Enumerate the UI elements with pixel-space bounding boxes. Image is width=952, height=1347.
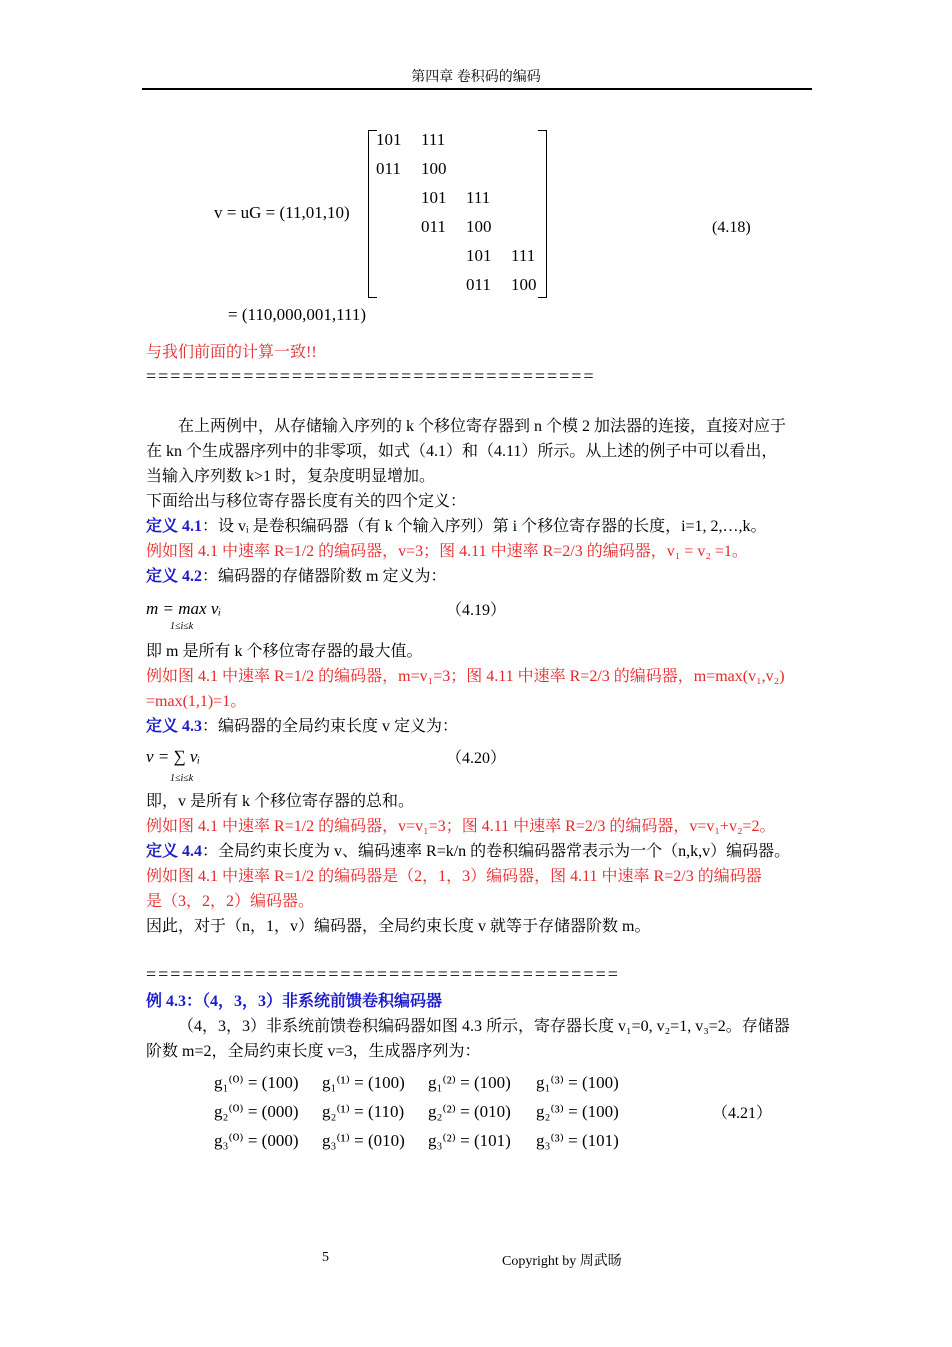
definition-text: ：编码器的存储器阶数 m 定义为： (202, 568, 447, 585)
example-4-3: 例如图 4.1 中速率 R=1/2 的编码器，v=v₁=3；图 4.11 中速率 R=2/3 的编码器，v=v₁+v₂=2。 (146, 818, 776, 835)
example-4-4-line2: 是（3，2，2）编码器。 (146, 893, 315, 910)
eq-4-20-sub: 1≤i≤k (170, 773, 194, 784)
matrix-r6c2: 100 (511, 275, 537, 294)
running-header: 第四章 卷积码的编码 (411, 70, 541, 85)
gen-1-0: g₁⁽⁰⁾ = (100) (214, 1073, 299, 1092)
definition-4-2 (146, 565, 446, 589)
gen-3-3: g₃⁽³⁾ = (101) (536, 1131, 619, 1150)
example-4-1: 例如图 4.1 中速率 R=1/2 的编码器，v=3；图 4.11 中速率 R=2/3 的编码器，v₁ = v₂ =1。 (146, 543, 748, 560)
matrix-r5c1: 101 (466, 246, 492, 265)
example-para-line1: （4，3，3）非系统前馈卷积编码器如图 4.3 所示，寄存器长度 v₁=0, v₂=1, v₃=2。存储器 (178, 1018, 790, 1035)
intro-definitions: 下面给出与移位寄存器长度有关的四个定义： (146, 493, 467, 510)
definition-label: 定义 4.3 (146, 718, 203, 735)
eq-4-19-expr: m = max vᵢ (146, 599, 222, 618)
definition-4-2-note: 即 m 是所有 k 个移位寄存器的最大值。 (146, 643, 423, 660)
definition-4-3-note: 即，v 是所有 k 个移位寄存器的总和。 (146, 793, 415, 810)
eq-4-20-expr: v = ∑ vᵢ (146, 747, 201, 766)
para1-line1: 在上两例中，从存储输入序列的 k 个移位寄存器到 n 个模 2 加法器的连接，直接对应于 (178, 418, 787, 435)
gen-1-1: g₁⁽¹⁾ = (100) (322, 1073, 405, 1092)
gen-1-3: g₁⁽³⁾ = (100) (536, 1073, 619, 1092)
matrix-r2c2: 100 (421, 159, 447, 178)
eq-4-19-number: （4.19） (446, 602, 507, 619)
definition-4-4 (146, 840, 790, 864)
definition-text: ：全局约束长度为 v、编码速率 R=k/n 的卷积编码器常表示为一个（n,k,v）编码器。 (202, 843, 791, 860)
definition-4-3 (146, 715, 458, 739)
example-4-2-line2: =max(1,1)=1。 (146, 693, 247, 710)
matrix-r1c1: 101 (376, 130, 402, 149)
definition-label: 定义 4.1 (146, 518, 203, 535)
gen-3-2: g₃⁽²⁾ = (101) (428, 1131, 511, 1150)
definition-text: ：设 vᵢ 是卷积编码器（有 k 个输入序列）第 i 个移位寄存器的长度，i=1, 2,…,k。 (202, 518, 767, 535)
eq-4-20-number: （4.20） (446, 750, 507, 767)
page-number: 5 (322, 1250, 329, 1265)
eq-4-18-number: (4.18) (712, 219, 751, 236)
matrix-r5c2: 111 (511, 246, 536, 265)
gen-2-1: g₂⁽¹⁾ = (110) (322, 1102, 405, 1121)
matrix-r1c2: 111 (421, 130, 446, 149)
eq-4-18-lhs: v = uG = (11,01,10) (214, 203, 350, 222)
example-4-4-line1: 例如图 4.1 中速率 R=1/2 的编码器是（2，1，3）编码器，图 4.11 中速率 R=2/3 的编码器 (146, 868, 762, 885)
matrix-r3c1: 101 (421, 188, 447, 207)
header-rule (142, 88, 812, 90)
gen-1-2: g₁⁽²⁾ = (100) (428, 1073, 511, 1092)
definition-4-1 (146, 515, 767, 539)
gen-3-1: g₃⁽¹⁾ = (010) (322, 1131, 405, 1150)
gen-3-0: g₃⁽⁰⁾ = (000) (214, 1131, 299, 1150)
matrix-r2c1: 011 (376, 159, 401, 178)
example-title: 例 4.3：（4，3，3）非系统前馈卷积编码器 (146, 993, 443, 1010)
matrix-r3c2: 111 (466, 188, 491, 207)
matrix-r6c1: 011 (466, 275, 491, 294)
definition-label: 定义 4.4 (146, 843, 203, 860)
example-4-2-line1: 例如图 4.1 中速率 R=1/2 的编码器，m=v₁=3；图 4.11 中速率 R=2/3 的编码器，m=max(v₁,v₂) (146, 668, 785, 685)
consistency-note: 与我们前面的计算一致!! (146, 344, 317, 361)
conclusion: 因此，对于（n，1，v）编码器，全局约束长度 v 就等于存储器阶数 m。 (146, 918, 651, 935)
copyright: Copyright by 周武旸 (502, 1254, 622, 1269)
eq-4-21-number: （4.21） (712, 1105, 773, 1122)
example-para-line2: 阶数 m=2，全局约束长度 v=3，生成器序列为： (146, 1043, 481, 1060)
eq-4-19-sub: 1≤i≤k (170, 621, 194, 632)
matrix-r4c1: 011 (421, 217, 446, 236)
gen-2-3: g₂⁽³⁾ = (100) (536, 1102, 619, 1121)
para1-line3: 当输入序列数 k>1 时，复杂度明显增加。 (146, 468, 436, 485)
separator-line-2: ======================================= (146, 964, 620, 984)
para1-line2: 在 kn 个生成器序列中的非零项，如式（4.1）和（4.11）所示。从上述的例子中可以看出， (146, 443, 778, 460)
matrix-right-bracket (538, 130, 547, 298)
matrix-r4c2: 100 (466, 217, 492, 236)
gen-2-2: g₂⁽²⁾ = (010) (428, 1102, 511, 1121)
definition-text: ：编码器的全局约束长度 v 定义为： (202, 718, 459, 735)
eq-4-18-result: = (110,000,001,111) (228, 305, 367, 324)
definition-label: 定义 4.2 (146, 568, 203, 585)
gen-2-0: g₂⁽⁰⁾ = (000) (214, 1102, 299, 1121)
separator-line: ===================================== (146, 366, 596, 386)
matrix-left-bracket (368, 130, 377, 298)
